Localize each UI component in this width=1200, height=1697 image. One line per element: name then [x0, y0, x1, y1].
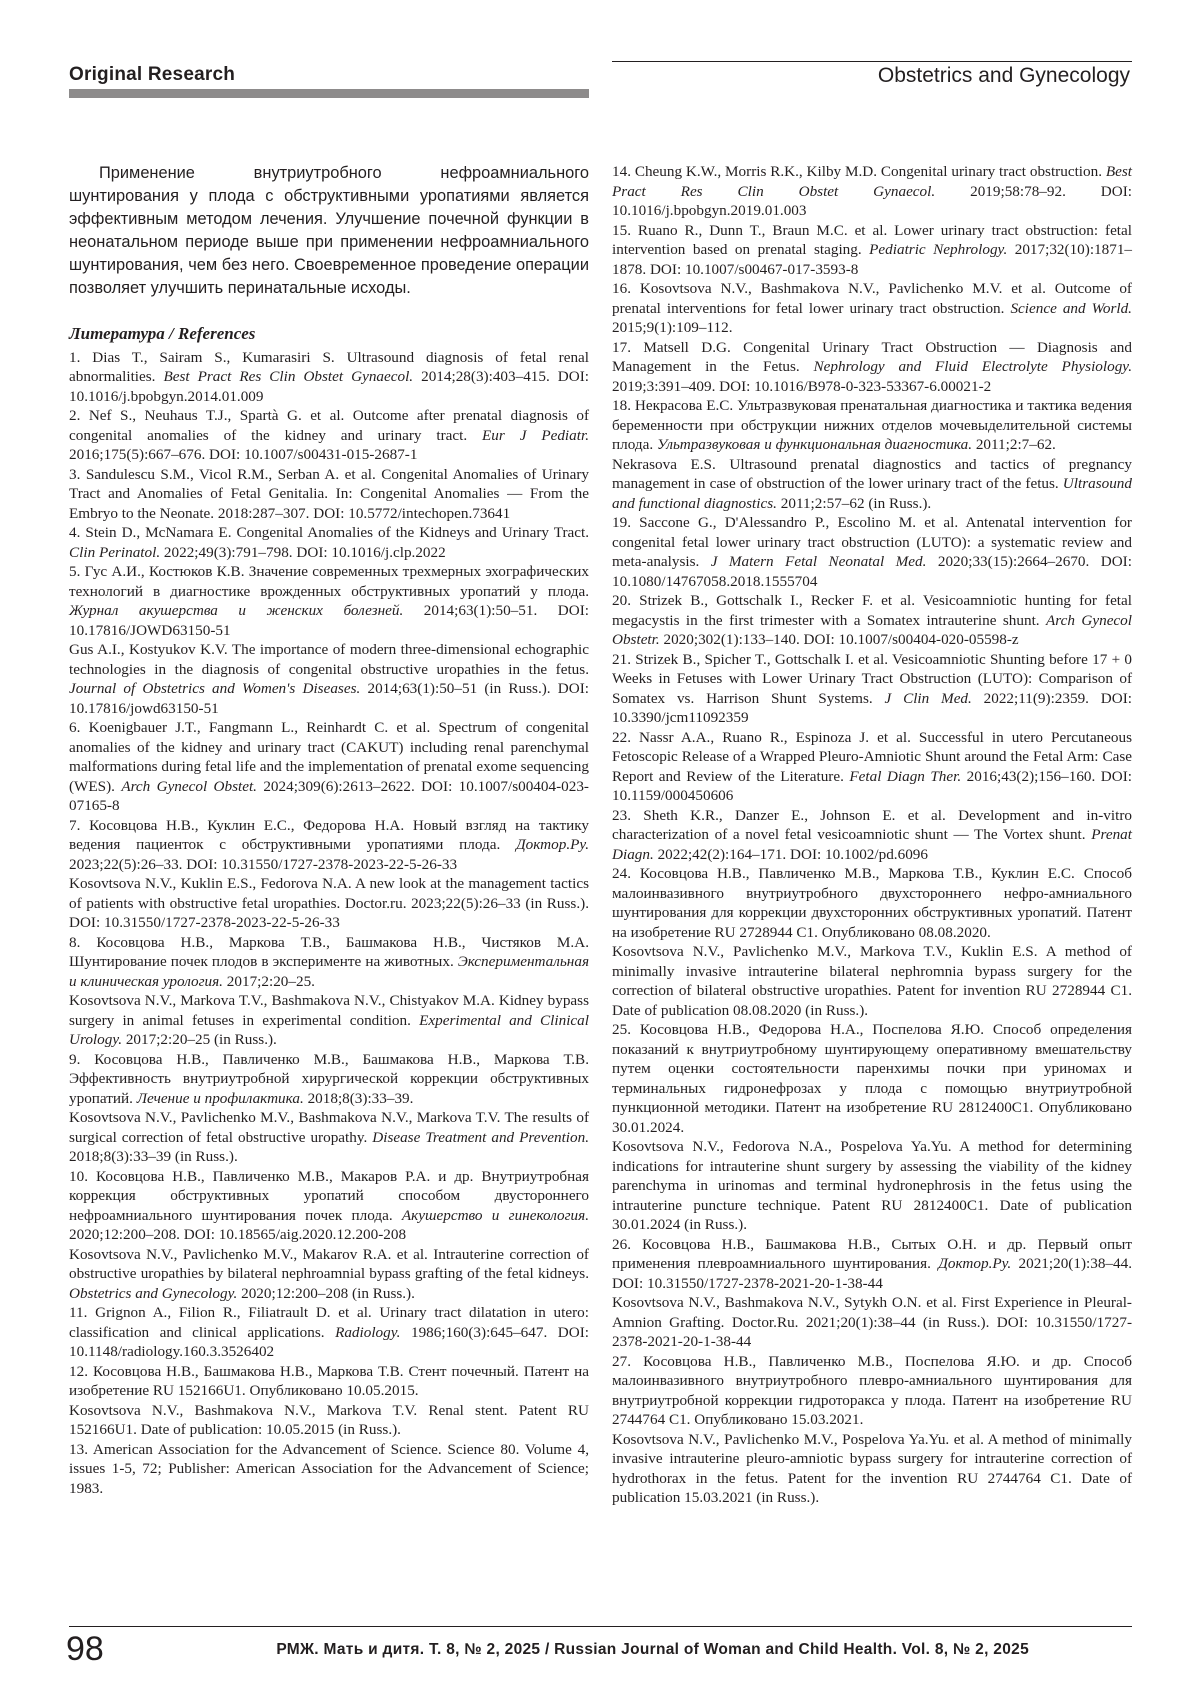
reference-journal: Arch Gynecol Obstet. [121, 777, 257, 795]
reference-entry [69, 465, 589, 524]
reference-journal: Доктор.Ру. [938, 1255, 1012, 1272]
reference-journal: Доктор.Ру. [516, 836, 589, 853]
reference-journal: Radiology. [335, 1323, 401, 1341]
reference-text: 22. Nassr A.A., Ruano R., Espinoza J. et al. Successful in utero Percutaneous Fetoscopic Release of a Wrapped Pleuro-Amniotic Shunt around the Fetal Arm: Case Report and Review of the Literature. [612, 728, 1132, 785]
reference-details: 2022;42(2):164–171. DOI: 10.1002/pd.6096 [653, 845, 928, 863]
reference-journal: J Clin Med. [884, 689, 972, 707]
reference-entry [612, 1235, 1132, 1294]
reference-details: 2017;32(10):1871–1878. DOI: 10.1007/s00467-017-3593-8 [612, 241, 1133, 278]
reference-list-left [69, 348, 589, 1499]
reference-journal: Акушерство и гинекология. [401, 1206, 589, 1224]
reference-details: 2019;58:78–92. DOI: 10.1016/j.bpobgyn.2019.01.003 [612, 182, 1132, 219]
reference-text: Kosovtsova N.V., Bashmakova N.V., Sytykh O.N. et al. First Experience in Pleural-Amnion Grafting. Doctor.Ru. 2021;20(1):38–44 (in Russ.). DOI: 10.31550/1727-2378-2021-20-1-38-44 [612, 1294, 1132, 1350]
reference-entry [612, 806, 1132, 865]
reference-text: 23. Sheth K.R., Danzer E., Johnson E. et al. Development and in-vitro characterization of a novel fetal vesicoamniotic shunt — The Vortex shunt. [612, 806, 1132, 843]
reference-entry [69, 640, 589, 718]
footer-journal-title: РМЖ. Мать и дитя. Т. 8, № 2, 2025 / Russian Journal of Woman and Child Health. Vol. 8, № 2, 2025 [276, 1641, 1029, 1658]
reference-text: Kosovtsova N.V., Pavlichenko M.V., Makarov R.A. et al. Intrauterine correction of obstructive uropathies by bilateral nephroamnial bypass grafting of the fetal kidneys. [69, 1245, 589, 1282]
reference-entry [612, 728, 1132, 806]
reference-text: 16. Kosovtsova N.V., Bashmakova N.V., Pavlichenko M.V. et al. Outcome of prenatal interventions for fetal lower urinary tract obstruction. [612, 280, 1132, 317]
reference-entry [69, 1362, 589, 1401]
reference-entry [612, 864, 1132, 942]
reference-text: Kosovtsova N.V., Pavlichenko M.V., Markova T.V., Kuklin E.S. A method of minimally invasive intrauterine bilateral nephromnia bypass surgery for the correction of bilateral obstructive uropathies. Patent for invention RU 2728944 C1. Date of publication 08.08.2020 (in Russ.). [612, 943, 1132, 1019]
reference-journal: Ultrasound and functional diagnostics. [612, 475, 1132, 512]
reference-entry [69, 718, 589, 816]
reference-text: 24. Косовцова Н.В., Павличенко М.В., Маркова Т.В., Куклин Е.С. Способ малоинвазивного внутриутробного двухстороннего нефро-амниального шунтирования для коррекции двухсторонних обструктивных уропатий. Патент на изобретение RU 2728944 C1. Опубликовано 08.08.2020. [612, 865, 1132, 941]
reference-entry [69, 991, 589, 1050]
footer-rule [69, 1626, 1132, 1627]
reference-text: 20. Strizek B., Gottschalk I., Recker F. et al. Vesicoamniotic hunting for fetal megacystis in the first trimester with a Somatex intrauterine shunt. [612, 592, 1132, 629]
reference-entry [612, 279, 1132, 338]
summary-paragraph: Применение внутриутробного нефроамниального шунтирования у плода с обструктивными уропатиями является эффективным методом лечения. Улучшение почечной функции в неонатальном периоде выше при применении нефроамниального шунтирования, чем без него. Своевременное проведение операции позволяет улучшить перинатальные исходы. [69, 164, 589, 297]
reference-text: Kosovtsova N.V., Markova T.V., Bashmakova N.V., Chistyakov M.A. Kidney bypass surgery in animal fetuses in experimental condition. [69, 992, 589, 1029]
reference-details: 2021;20(1):38–44. DOI: 10.31550/1727-2378-2021-20-1-38-44 [612, 1255, 1132, 1292]
reference-text: 10. Косовцова Н.В., Павличенко М.В., Макаров Р.А. и др. Внутриутробная коррекция обструктивных уропатий способом двустороннего нефроамниального шунтирования почек плода. [69, 1167, 589, 1224]
reference-details: 2018;8(3):33–39. [303, 1089, 414, 1107]
reference-journal: Nephrology and Fluid Electrolyte Physiology. [813, 358, 1132, 375]
reference-details: 1986;160(3):645–647. DOI: 10.1148/radiology.160.3.3526402 [69, 1323, 589, 1360]
reference-text: 2. Nef S., Neuhaus T.J., Spartà G. et al. Outcome after prenatal diagnosis of congenital anomalies of the kidney and urinary tract. [69, 407, 589, 444]
reference-entry [612, 1430, 1132, 1508]
reference-text: 5. Гус А.И., Костюков К.В. Значение современных трехмерных эхографических технологий в диагностике врожденных обструктивных уропатий у плода. [69, 563, 589, 600]
reference-text: 19. Saccone G., D'Alessandro P., Escolino M. et al. Antenatal intervention for congenital fetal lower urinary tract obstruction (LUTO): a systematic review and meta-analysis. [612, 514, 1132, 570]
reference-entry [612, 455, 1132, 514]
reference-text: 6. Koenigbauer J.T., Fangmann L., Reinhardt C. et al. Spectrum of congenital anomalies of the kidney and urinary tract (CAKUT) including renal parenchymal malformations during fetal life and the implementation of prenatal exome sequencing (WES). [69, 719, 589, 795]
reference-journal: Obstetrics and Gynecology. [69, 1284, 238, 1302]
reference-journal: Best Pract Res Clin Obstet Gynaecol. [612, 163, 1132, 200]
reference-details: 2023;22(5):26–33. DOI: 10.31550/1727-2378-2023-22-5-26-33 [69, 855, 458, 873]
reference-entry [69, 874, 589, 933]
reference-text: 8. Косовцова Н.В., Маркова Т.В., Башмакова Н.В., Чистяков М.А. Шунтирование почек плодов в эксперименте на животных. [69, 933, 589, 970]
reference-entry [612, 162, 1132, 221]
reference-text: Gus A.I., Kostyukov K.V. The importance of modern three-dimensional echographic technologies in the diagnosis of congenital obstructive uropathies in the fetus. [69, 641, 589, 678]
reference-entry [69, 1108, 589, 1167]
reference-journal: Лечение и профилактика. [136, 1089, 304, 1107]
reference-entry [69, 1245, 589, 1304]
reference-details: 2017;2:20–25 (in Russ.). [122, 1031, 277, 1048]
reference-entry [612, 1352, 1132, 1430]
reference-details: 2020;33(15):2664–2670. DOI: 10.1080/14767058.2018.1555704 [612, 553, 1132, 590]
reference-text: 9. Косовцова Н.В., Павличенко М.В., Башмакова Н.В., Маркова Т.В. Эффективность внутриутробной хирургической коррекции обструктивных уропатий. [69, 1050, 589, 1107]
reference-journal: Journal of Obstetrics and Women's Diseases. [69, 680, 361, 697]
reference-details: 2014;63(1):50–51. DOI: 10.17816/JOWD63150-51 [69, 602, 589, 639]
reference-text: 15. Ruano R., Dunn T., Braun M.C. et al. Lower urinary tract obstruction: fetal intervention based on prenatal staging. [612, 221, 1132, 258]
reference-journal: Ультразвуковая и функциональная диагностика. [656, 436, 973, 453]
header-rule [612, 61, 1132, 62]
reference-text: Kosovtsova N.V., Pavlichenko M.V., Bashmakova N.V., Markova T.V. The results of surgical correction of fetal obstructive uropathy. [69, 1109, 589, 1146]
reference-journal: Pediatric Nephrology. [869, 241, 1008, 258]
reference-text: Kosovtsova N.V., Fedorova N.A., Pospelova Ya.Yu. A method for determining indications for intrauterine shunt surgery by assessing the viability of the kidney parenchyma in urinomas and terminal hydronephrosis in the fetus using the intrauterine puncture technique. Patent RU 2812400C1. Date of publication 30.01.2024 (in Russ.). [612, 1138, 1132, 1233]
reference-text: Kosovtsova N.V., Pavlichenko M.V., Pospelova Ya.Yu. et al. A method of minimally invasive intrauterine pleuro-amniotic bypass surgery for intrauterine correction of hydrothorax in the fetus. Patent for the invention RU 2744764 C1. Date of publication 15.03.2021 (in Russ.). [612, 1430, 1132, 1506]
reference-list-right [612, 162, 1132, 1508]
reference-text: Nekrasova E.S. Ultrasound prenatal diagnostics and tactics of pregnancy management in case of obstruction of the lower urinary tract of the fetus. [612, 455, 1132, 492]
reference-entry [69, 1440, 589, 1499]
reference-text: 3. Sandulescu S.M., Vicol R.M., Serban A. et al. Congenital Anomalies of Urinary Tract and Anomalies of Fetal Genitalia. In: Congenital Anomalies — From the Embryo to the Neonate. 2018:287–307. DOI: 10.5772/intechopen.73641 [69, 465, 589, 522]
reference-entry [612, 1020, 1132, 1137]
reference-details: 2020;12:200–208. DOI: 10.18565/aig.2020.12.200-208 [69, 1226, 407, 1243]
reference-text: 14. Cheung K.W., Morris R.K., Kilby M.D. Congenital urinary tract obstruction. [612, 163, 1106, 180]
reference-journal: Fetal Diagn Ther. [849, 767, 962, 785]
reference-details: 2014;63(1):50–51 (in Russ.). DOI: 10.17816/jowd63150-51 [69, 680, 589, 717]
reference-text: 17. Matsell D.G. Congenital Urinary Tract Obstruction — Diagnosis and Management in the Fetus. [612, 338, 1132, 375]
reference-details: 2024;309(6):2613–2622. DOI: 10.1007/s00404-023-07165-8 [69, 777, 589, 814]
reference-text: 26. Косовцова Н.В., Башмакова Н.В., Сытых О.Н. и др. Первый опыт применения плевроамниального шунтирования. [612, 1235, 1132, 1272]
reference-details: 2022;11(9):2359. DOI: 10.3390/jcm11092359 [612, 689, 1132, 726]
reference-journal: Disease Treatment and Prevention. [372, 1128, 589, 1146]
reference-entry [69, 933, 589, 992]
reference-entry [612, 650, 1132, 728]
reference-text: Kosovtsova N.V., Bashmakova N.V., Markova T.V. Renal stent. Patent RU 152166U1. Date of publication: 10.05.2015 (in Russ.). [69, 1401, 589, 1438]
right-column [612, 162, 1132, 1508]
references-heading: Литература / References [69, 324, 256, 343]
reference-text: Kosovtsova N.V., Kuklin E.S., Fedorova N.A. A new look at the management tactics of patients with obstructive fetal uropathies. Doctor.ru. 2023;22(5):26–33 (in Russ.). DOI: 10.31550/1727-2378-2023-22-5-26-33 [69, 875, 589, 931]
reference-journal: Prenat Diagn. [612, 826, 1132, 863]
reference-entry [69, 348, 589, 407]
reference-details: 2017;2:20–25. [222, 972, 315, 990]
reference-journal: Экспериментальная и клиническая урология. [69, 953, 589, 990]
reference-text: 13. American Association for the Advancement of Science. Science 80. Volume 4, issues 1-5, 72; Publisher: American Association for the Advancement of Science; 1983. [69, 1440, 589, 1497]
reference-details: 2011;2:7–62. [972, 436, 1056, 453]
reference-text: 27. Косовцова Н.В., Павличенко М.В., Поспелова Я.Ю. и др. Способ малоинвазивного внутриутробного плевро-амниального шунтирования для внутриутробной коррекции гидроторакса у плода. Патент на изобретение RU 2744764 C1. Опубликовано 15.03.2021. [612, 1352, 1132, 1428]
reference-journal: Arch Gynecol Obstetr. [612, 611, 1132, 648]
left-column [69, 162, 589, 1498]
reference-details: 2015;9(1):109–112. [612, 319, 733, 336]
reference-entry [69, 523, 589, 562]
reference-entry [612, 591, 1132, 650]
reference-entry [69, 1167, 589, 1245]
reference-details: 2016;175(5):667–676. DOI: 10.1007/s00431-015-2687-1 [69, 446, 418, 463]
reference-journal: Clin Perinatol. [69, 543, 161, 561]
reference-journal: Science and World. [1010, 299, 1132, 317]
reference-text: 18. Некрасова Е.С. Ультразвуковая пренатальная диагностика и тактика ведения беременности при обструкции нижних отделов мочевыделительной системы плода. [612, 397, 1132, 453]
reference-entry [69, 1401, 589, 1440]
reference-journal: Best Pract Res Clin Obstet Gynaecol. [163, 368, 414, 385]
section-label-left: Original Research [69, 64, 236, 85]
reference-journal: Experimental and Clinical Urology. [69, 1011, 589, 1048]
reference-text: 4. Stein D., McNamara E. Congenital Anomalies of the Kidneys and Urinary Tract. [69, 524, 589, 541]
reference-entry [612, 1137, 1132, 1235]
reference-details: 2016;43(2);156–160. DOI: 10.1159/000450606 [612, 767, 1132, 804]
reference-journal: Журнал акушерства и женских болезней. [69, 602, 404, 619]
reference-details: 2022;49(3):791–798. DOI: 10.1016/j.clp.2022 [160, 543, 446, 561]
reference-details: 2018;8(3):33–39 (in Russ.). [69, 1148, 238, 1165]
reference-entry [69, 1303, 589, 1362]
reference-text: 1. Dias T., Sairam S., Kumarasiri S. Ultrasound diagnosis of fetal renal abnormalities. [69, 348, 589, 385]
reference-entry [69, 562, 589, 640]
reference-entry [612, 1293, 1132, 1352]
reference-entry [69, 406, 589, 465]
reference-details: 2019;3:391–409. DOI: 10.1016/B978-0-323-53367-6.00021-2 [612, 377, 992, 395]
reference-entry [612, 338, 1132, 397]
page-number: 98 [66, 1630, 104, 1668]
reference-details: 2014;28(3):403–415. DOI: 10.1016/j.bpobgyn.2014.01.009 [69, 368, 589, 405]
reference-journal: Eur J Pediatr. [482, 426, 589, 444]
reference-entry [612, 513, 1132, 591]
reference-journal: J Matern Fetal Neonatal Med. [710, 553, 927, 570]
reference-entry [69, 1050, 589, 1109]
reference-text: 25. Косовцова Н.В., Федорова Н.А., Поспелова Я.Ю. Способ определения показаний к внутриутробному шунтирующему оперативному вмешательству путем оценки состоятельности паренхимы почки при уриномах и терминальных гидронефрозах у плода с помощью внутриутробной пункционной методики. Патент на изобретение RU 2812400C1. Опубликовано 30.01.2024. [612, 1021, 1132, 1136]
reference-entry [69, 816, 589, 875]
reference-entry [612, 221, 1132, 280]
reference-entry [612, 942, 1132, 1020]
reference-text: 11. Grignon A., Filion R., Filiatrault D. et al. Urinary tract dilatation in utero: classification and clinical applications. [69, 1304, 589, 1341]
reference-details: 2011;2:57–62 (in Russ.). [776, 494, 932, 512]
reference-text: 12. Косовцова Н.В., Башмакова Н.В., Маркова Т.В. Стент почечный. Патент на изобретение RU 152166U1. Опубликовано 10.05.2015. [69, 1362, 589, 1399]
reference-details: 2020;12:200–208 (in Russ.). [237, 1284, 415, 1302]
header-grey-bar [69, 89, 589, 98]
section-label-right: Obstetrics and Gynecology [877, 64, 1130, 87]
reference-entry [612, 396, 1132, 455]
reference-text: 21. Strizek B., Spicher T., Gottschalk I. et al. Vesicoamniotic Shunting before 17 + 0 Weeks in Fetuses with Lower Urinary Tract Obstruction (LUTO): Comparison of Somatex vs. Harrison Shunt Systems. [612, 650, 1132, 707]
reference-details: 2020;302(1):133–140. DOI: 10.1007/s00404-020-05598-z [659, 631, 1019, 648]
reference-text: 7. Косовцова Н.В., Куклин Е.С., Федорова Н.А. Новый взгляд на тактику ведения пациенток с обструктивными уропатиями плода. [69, 816, 589, 853]
